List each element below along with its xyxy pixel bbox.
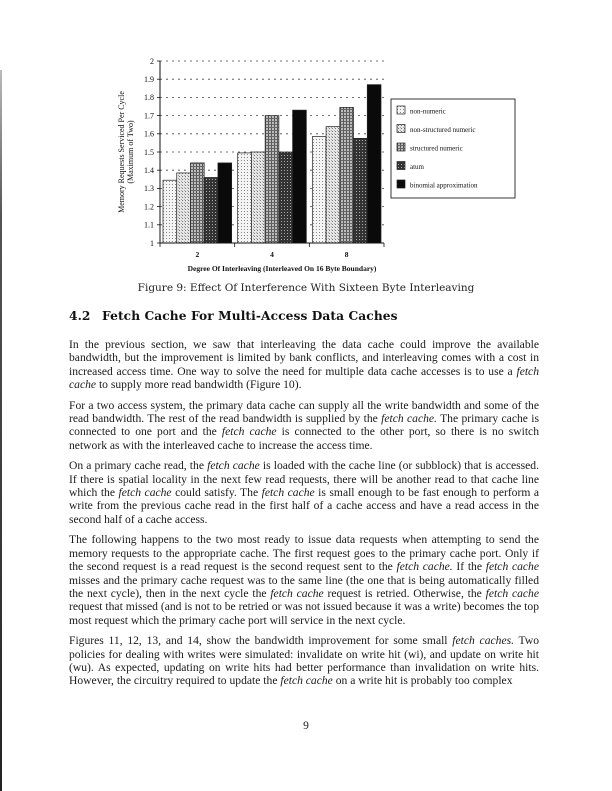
legend-swatch <box>397 162 405 170</box>
bar-atum-2 <box>204 177 218 243</box>
x-tick-label: 8 <box>344 250 349 259</box>
bar-atum-4 <box>279 152 293 243</box>
page-number: 9 <box>303 720 309 732</box>
legend-label: atum <box>410 163 424 171</box>
legend-item <box>397 106 446 116</box>
text-run: on a write hit is probably too complex <box>332 674 513 688</box>
text-run: Figures 11, 12, 13, and 14, show the bandwidth improvement for some small <box>69 634 453 648</box>
italic-term: fetch cache. <box>381 412 437 426</box>
text-run: to supply more read bandwidth (Figure 10). <box>96 378 302 392</box>
italic-term: fetch cache <box>280 674 333 688</box>
y-tick-label: 1.4 <box>144 166 154 175</box>
y-tick-label: 1.5 <box>144 147 154 157</box>
text-run: On a primary cache read, the <box>69 459 208 473</box>
text-run: If the <box>452 560 486 574</box>
bar-non-numeric-2 <box>163 180 177 243</box>
bar-binomial-approximation-8 <box>367 85 381 243</box>
text-run: For a two access system, the primary data cache can supply all the write bandwidth and some of the read bandwidth. The rest of the read bandwidth is supplied by the <box>69 398 539 426</box>
text-run: could satisfy. The <box>171 486 262 500</box>
legend-swatch <box>397 143 405 151</box>
italic-term: fetch cache <box>69 364 539 392</box>
scan-edge-artifact <box>0 70 2 791</box>
x-tick-label: 4 <box>270 250 274 259</box>
text-run: is loaded with the cache line (or subblock) that is accessed. If there is spatial locality in the next few read requests, there will be another read to that cache line which the <box>69 459 539 500</box>
y-tick-label: 1.7 <box>144 111 154 121</box>
section-title: Fetch Cache For Multi-Access Data Caches <box>102 309 398 323</box>
paragraph <box>69 459 539 526</box>
y-tick-label: 1.6 <box>144 129 154 139</box>
italic-term: fetch cache. <box>396 560 453 574</box>
bar-non-structured-numeric-4 <box>251 152 265 243</box>
y-tick-label: 1.9 <box>144 75 154 84</box>
text-run: misses and the primary cache request was to the same line (the one that is being automatically filled the next cycle), then in the next cycle the <box>69 573 539 600</box>
italic-term: fetch cache <box>207 459 260 473</box>
y-tick-label: 1.1 <box>144 220 154 230</box>
text-run: is small enough to be fast enough to perform a write from the previous cache read in the first half of a cache access and have a read access in the second half of a cache access. <box>69 486 540 526</box>
bar-structured-numeric-4 <box>265 116 279 243</box>
bar-binomial-approximation-4 <box>293 110 307 243</box>
text-run: The primary cache is connected to one port and the <box>69 412 540 439</box>
legend-label: non-structured numeric <box>410 126 476 134</box>
figure-caption: Figure 9: Effect Of Interference With Sixteen Byte Interleaving <box>137 282 475 294</box>
bar-non-numeric-8 <box>312 137 326 243</box>
italic-term: fetch cache <box>118 486 172 500</box>
y-tick-label: 1.2 <box>144 202 154 212</box>
text-run: The following happens to the two most ready to issue data requests when attempting to send the memory requests to the appropriate cache. The first request goes to the primary cache port. Only if the second request is a read request is the second request sent to the <box>69 533 539 574</box>
section-heading <box>69 309 398 323</box>
x-tick-label: 2 <box>195 250 200 259</box>
y-tick-label: 2 <box>150 56 154 66</box>
y-axis-label: Memory Requests Serviced Per Cycle <box>117 91 126 213</box>
text-run: request that missed (and is not to be retried or was not issued because it was a write) becomes the top most request which the primary cache port will service in the next cycle. <box>69 600 539 627</box>
italic-term: fetch cache <box>261 486 315 500</box>
legend <box>391 99 515 198</box>
paragraph <box>69 338 539 392</box>
y-tick-label: 1.3 <box>144 184 154 194</box>
italic-term: fetch cache <box>485 586 539 600</box>
italic-term: fetch cache <box>221 425 277 439</box>
italic-term: fetch cache <box>485 560 539 574</box>
text-run: In the previous section, we saw that interleaving the data cache could improve the available bandwidth, but the improvement is limited by bank conflicts, and interleaving comes with a cost in increased access time. One way to solve the need for multiple data cache accesses is to use a <box>69 338 539 378</box>
legend-swatch <box>397 106 405 114</box>
paragraph <box>69 533 539 627</box>
paragraph <box>69 634 539 688</box>
legend-label: structured numeric <box>410 144 463 153</box>
y-tick-label: 1 <box>150 238 154 248</box>
y-tick-label: 1.8 <box>144 93 154 103</box>
bar-atum-8 <box>354 138 368 243</box>
x-axis-label: Degree Of Interleaving (Interleaved On 16 Byte Boundary) <box>187 264 377 273</box>
legend-label: binomial approximation <box>410 181 478 190</box>
bar-structured-numeric-8 <box>340 107 354 243</box>
y-axis-label-secondary: (Maximum of Two) <box>126 120 135 184</box>
bar-non-structured-numeric-8 <box>326 127 340 243</box>
bar-chart <box>100 40 520 280</box>
legend-swatch <box>397 125 405 133</box>
section-number: 4.2 <box>69 309 91 323</box>
legend-label: non-numeric <box>410 107 446 116</box>
legend-item <box>397 162 425 172</box>
italic-term: fetch caches. <box>452 634 515 648</box>
legend-swatch <box>397 180 405 188</box>
italic-term: fetch cache <box>270 586 324 600</box>
bars <box>163 85 381 243</box>
text-run: Two policies for dealing with writes were simulated: invalidate on write hit (wi), and update on write hit (wu). As expected, updating on write hits had better performance than invalidation on write hits. However, the circuitry required to update the <box>69 634 539 688</box>
bar-non-structured-numeric-2 <box>177 173 191 243</box>
text-run: is connected to the other port, so there is no switch network as with the interleaved cache to increase the access time. <box>69 425 539 452</box>
text-run: request is retried. Otherwise, the <box>323 586 486 600</box>
bar-non-numeric-4 <box>238 153 252 243</box>
bar-structured-numeric-2 <box>190 163 204 243</box>
paragraph <box>69 399 539 453</box>
bar-binomial-approximation-2 <box>218 163 232 243</box>
legend-item <box>397 180 478 190</box>
body-text <box>69 338 539 695</box>
